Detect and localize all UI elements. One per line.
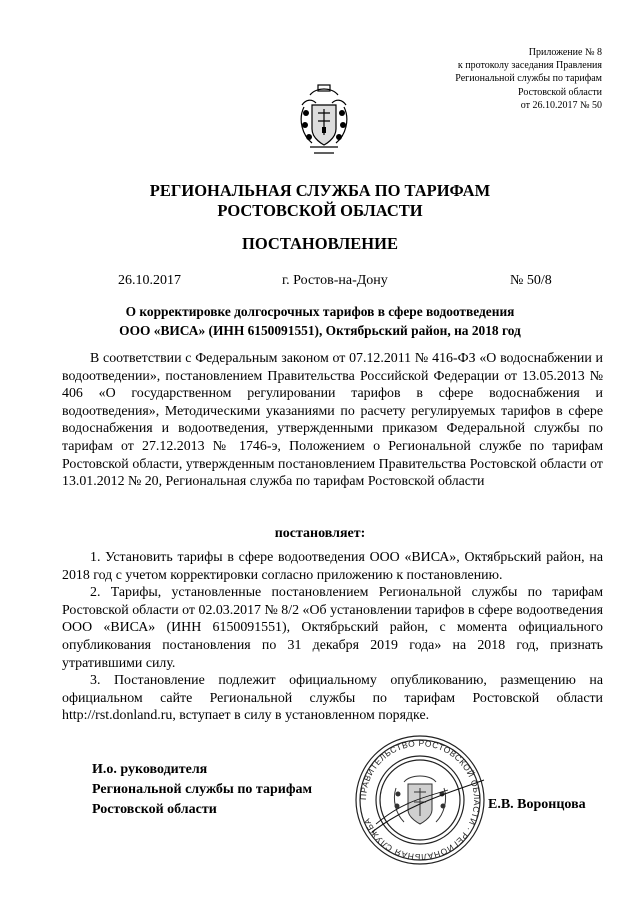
agency-name	[0, 181, 640, 221]
subject-line-2: ООО «ВИСА» (ИНН 6150091551), Октябрьский район, на 2018 год	[119, 323, 521, 338]
appendix-line: от 26.10.2017 № 50	[520, 99, 602, 111]
signatory-title-line: Региональной службы по тарифам	[92, 782, 313, 797]
signatory-title-line: И.о. руководителя	[92, 762, 208, 777]
agency-line-1: РЕГИОНАЛЬНАЯ СЛУЖБА ПО ТАРИФАМ	[149, 181, 491, 200]
resolution-item: 2. Тарифы, установленные постановлением Региональной службы по тарифам Ростовской области от 02.03.2017 № 8/2 «Об установлении тарифов в сфере водоотведения ООО «ВИСА» (ИНН 6150091551), Октябрьский район, с момента официального опубликования постановления по 31 декабря 2019 года» на 2018 год, признать утратившими силу.	[62, 585, 603, 671]
signatory-name: Е.В. Воронцова	[488, 797, 586, 812]
document-number: № 50/8	[510, 273, 552, 288]
signatory-title	[92, 760, 312, 820]
coat-of-arms-icon	[296, 83, 352, 159]
resolution-item: 1. Установить тарифы в сфере водоотведения ООО «ВИСА», Октябрьский район, на 2018 год с учетом корректировки согласно приложению к постановлению.	[62, 550, 603, 583]
svg-text:ПРАВИТЕЛЬСТВО РОСТОВСКОЙ ОБЛАС: ПРАВИТЕЛЬСТВО РОСТОВСКОЙ ОБЛАСТИ · РЕГИОНАЛЬНАЯ СЛУЖБА	[357, 737, 483, 863]
document-subject	[0, 302, 640, 340]
appendix-line: Ростовской области	[518, 86, 602, 98]
preamble-paragraph: В соответствии с Федеральным законом от 07.12.2011 № 416-ФЗ «О водоснабжении и водоотведении», постановлением Правительства Российской Федерации от 13.05.2013 № 406 «О государственном регулировании тарифов в сфере водоснабжения и водоотведения», Методическими указаниями по расчету регулируемых тарифов в сфере водоснабжения и водоотведения, утвержденными приказом Федеральной службы по тарифам от 27.12.2013 № 1746-э, Положением о Региональной службе по тарифам Ростовской области, утвержденным постановлением Правительства Ростовской области от 13.01.2012 № 20, Региональная служба по тарифам Ростовской области	[62, 351, 603, 490]
decree-word: постановляет:	[274, 526, 366, 541]
appendix-line: Региональной службы по тарифам	[455, 73, 602, 85]
signatory-title-line: Ростовской области	[92, 802, 217, 817]
appendix-note	[455, 46, 602, 112]
appendix-line: Приложение № 8	[528, 47, 602, 58]
document-date: 26.10.2017	[118, 273, 181, 288]
official-seal-icon	[352, 732, 488, 868]
subject-line-1: О корректировке долгосрочных тарифов в сфере водоотведения	[125, 304, 515, 319]
document-city: г. Ростов-на-Дону	[282, 273, 388, 288]
resolution-item: 3. Постановление подлежит официальному опубликованию, размещению на официальном сайте Региональной службы по тарифам Ростовской области http://rst.donland.ru, вступает в силу в установленном порядке.	[62, 673, 603, 724]
appendix-line: к протоколу заседания Правления	[457, 60, 602, 72]
agency-line-2: РОСТОВСКОЙ ОБЛАСТИ	[217, 201, 423, 220]
document-type: ПОСТАНОВЛЕНИЕ	[242, 234, 398, 253]
resolution-items	[62, 549, 603, 725]
